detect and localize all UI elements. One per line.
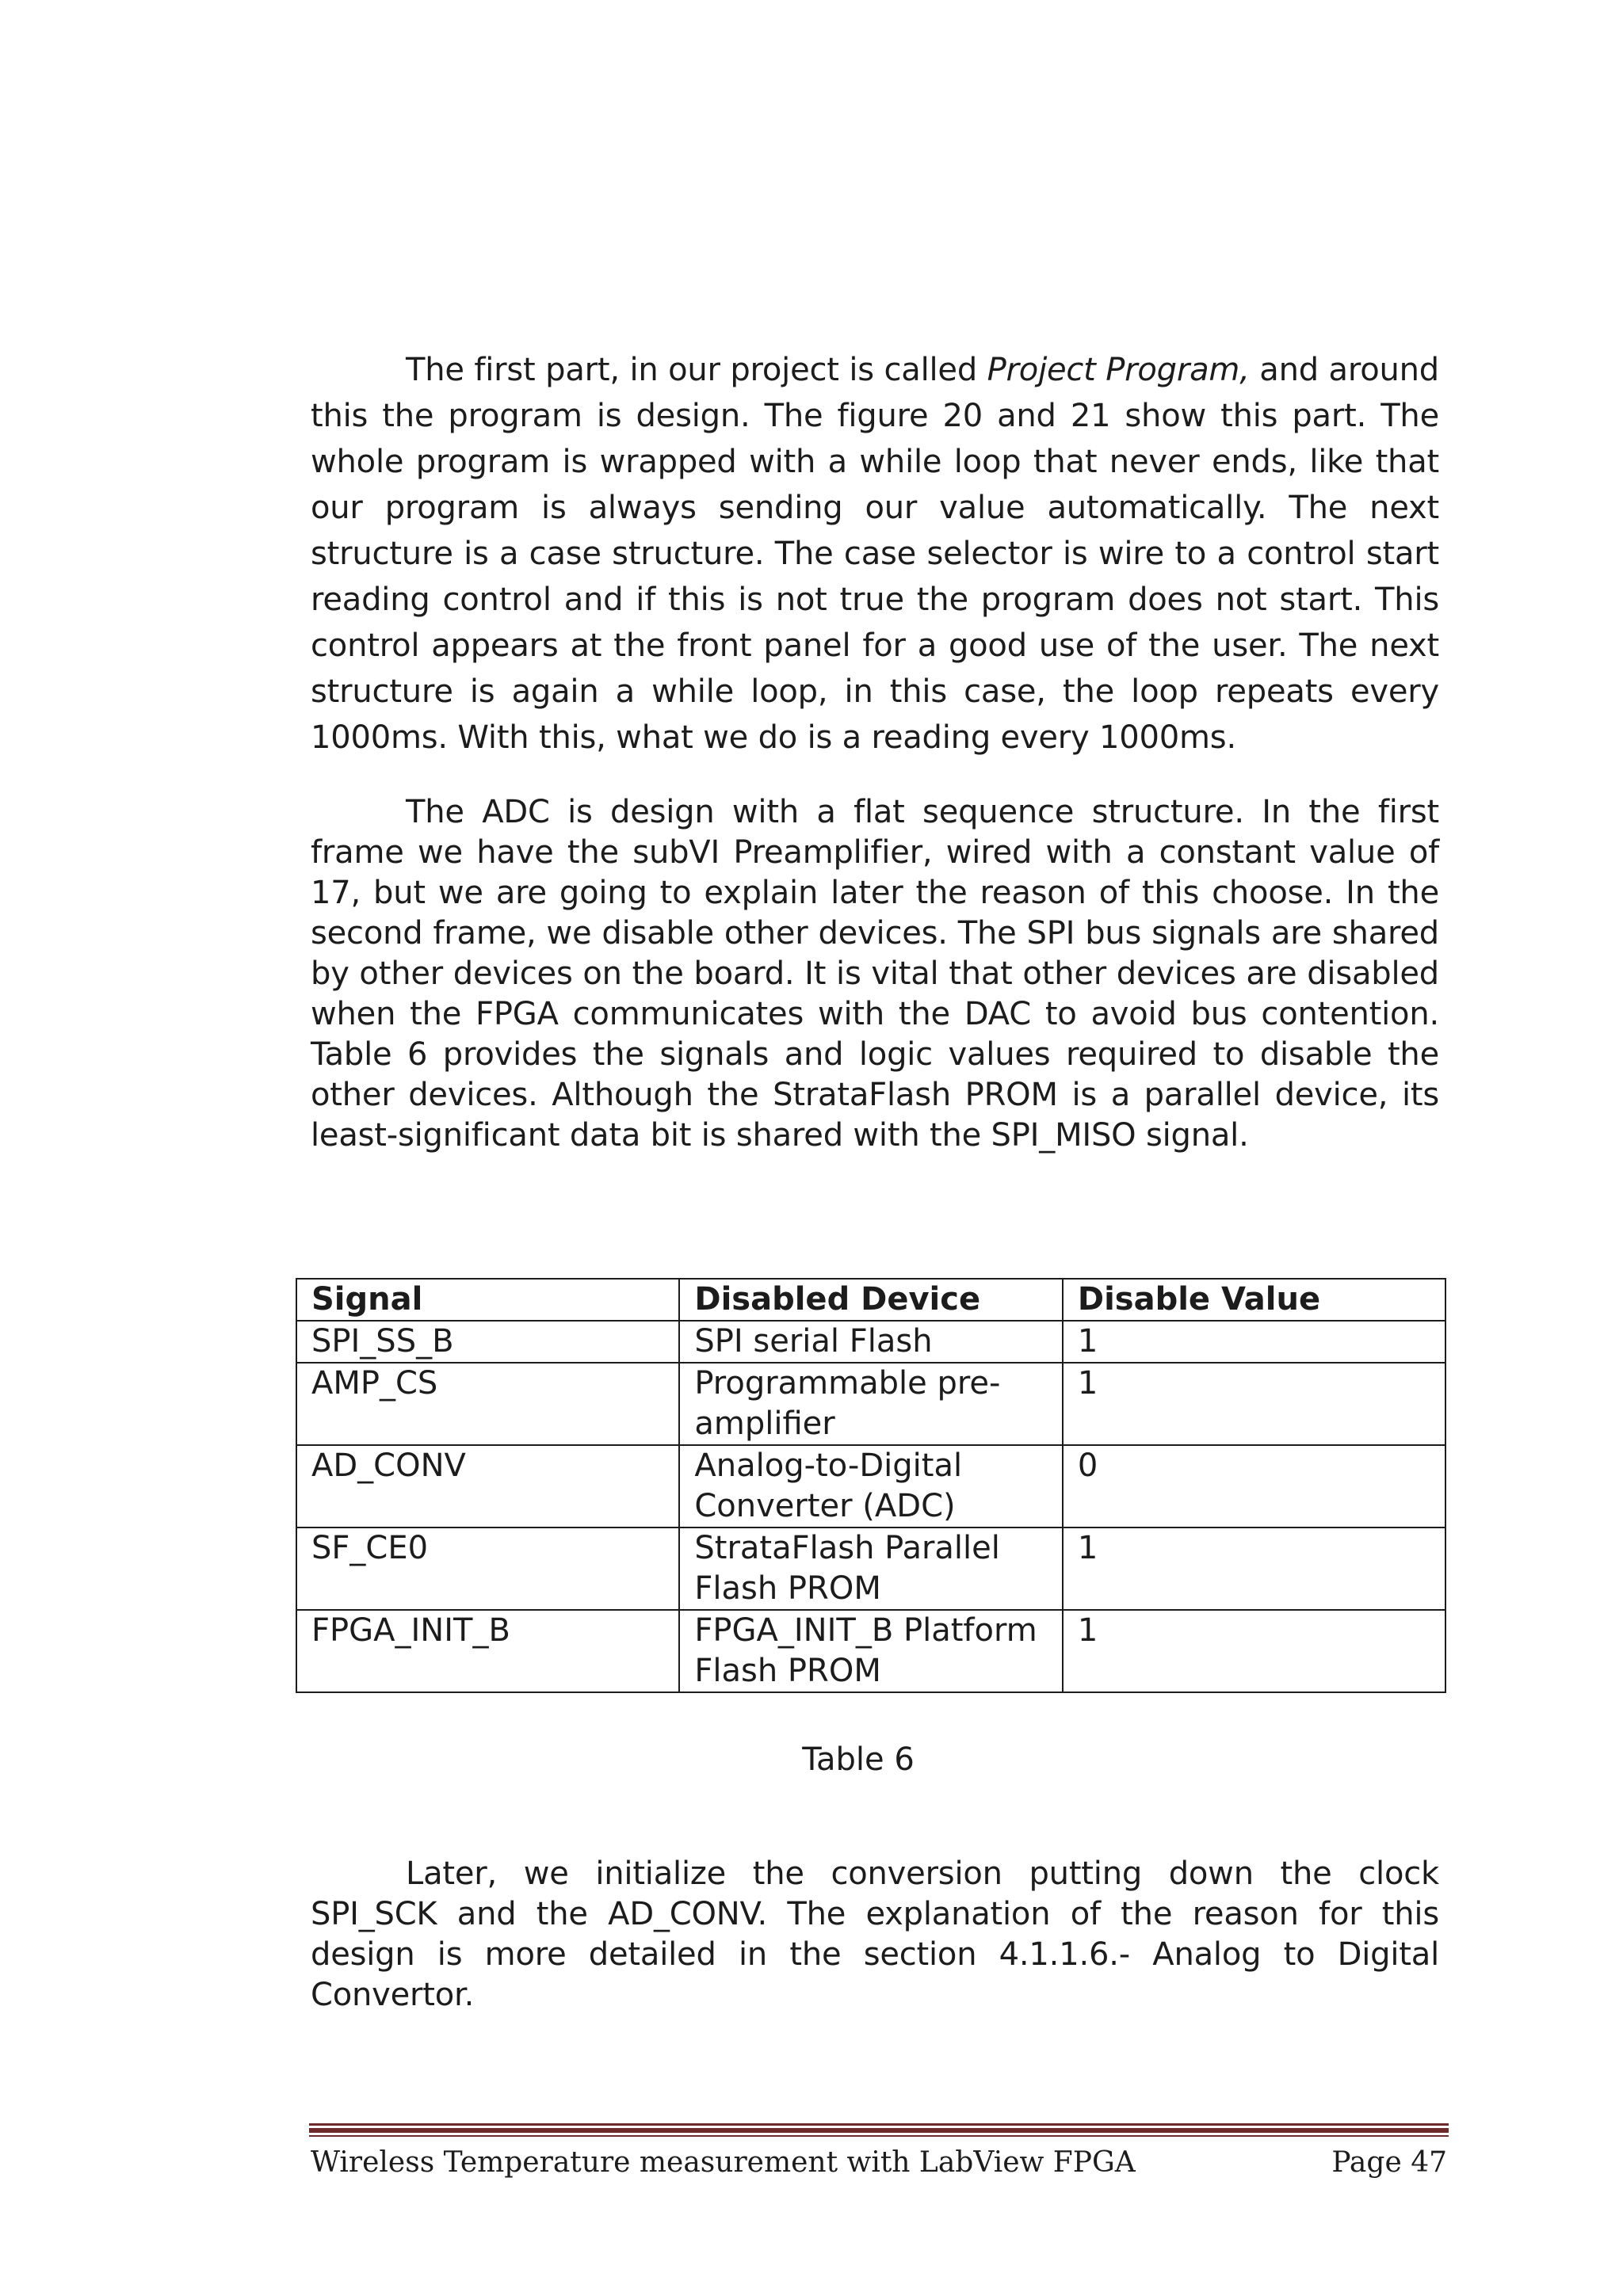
body-paragraph-2 xyxy=(311,792,1439,1156)
header-disabled-device: Disabled Device xyxy=(679,1279,1063,1321)
cell-signal: SF_CE0 xyxy=(296,1527,679,1610)
cell-signal: FPGA_INIT_B xyxy=(296,1610,679,1692)
table-header-row xyxy=(296,1279,1445,1321)
cell-disable-value: 1 xyxy=(1063,1363,1445,1445)
cell-signal: SPI_SS_B xyxy=(296,1321,679,1363)
cell-disabled-device: Analog-to-Digital Converter (ADC) xyxy=(679,1445,1063,1527)
footer-title: Wireless Temperature measurement with LabView FPGA xyxy=(311,2146,1136,2179)
table-row xyxy=(296,1527,1445,1610)
page-number: Page 47 xyxy=(1331,2146,1447,2179)
signals-table xyxy=(296,1278,1446,1693)
cell-disable-value: 1 xyxy=(1063,1321,1445,1363)
table-caption: Table 6 xyxy=(802,1741,915,1778)
paragraph-2-text: The ADC is design with a flat sequence structure. In the first frame we have the subVI Preamplifier, wired with a constant value of 17, but we are going to explain later the reason of this choose. In the second frame, we disable other devices. The SPI bus signals are shared by other devices on the board. It is vital that other devices are disabled when the FPGA communicates with the DAC to avoid bus contention. Table 6 provides the signals and logic values required to disable the other devices. Although the StrataFlash PROM is a parallel device, its least-significant data bit is shared with the SPI_MISO signal. xyxy=(311,794,1439,1154)
project-program-term: Project Program, xyxy=(987,352,1250,388)
table-row xyxy=(296,1321,1445,1363)
footer-rule xyxy=(309,2123,1449,2137)
cell-signal: AD_CONV xyxy=(296,1445,679,1527)
table-row xyxy=(296,1445,1445,1527)
page-footer xyxy=(311,2145,1447,2180)
cell-signal: AMP_CS xyxy=(296,1363,679,1445)
paragraph-3-text: Later, we initialize the conversion putting down the clock SPI_SCK and the AD_CONV. The explanation of the reason for this design is more detailed in the section 4.1.1.6.- Analog to Digital Convertor. xyxy=(311,1855,1439,2013)
cell-disabled-device: StrataFlash Parallel Flash PROM xyxy=(679,1527,1063,1610)
cell-disable-value: 1 xyxy=(1063,1610,1445,1692)
cell-disable-value: 0 xyxy=(1063,1445,1445,1527)
header-signal: Signal xyxy=(296,1279,679,1321)
table-row xyxy=(296,1363,1445,1445)
cell-disabled-device: SPI serial Flash xyxy=(679,1321,1063,1363)
cell-disabled-device: Programmable pre-amplifier xyxy=(679,1363,1063,1445)
paragraph-1-text-end: and around this the program is design. The figure 20 and 21 show this part. The whole program is wrapped with a while loop that never ends, like that our program is always sending our value automatically. The next structure is a case structure. The case selector is wire to a control start reading control and if this is not true the program does not start. This control appears at the front panel for a good use of the user. The next structure is again a while loop, in this case, the loop repeats every 1000ms. With this, what we do is a reading every 1000ms. xyxy=(311,352,1439,756)
table-row xyxy=(296,1610,1445,1692)
cell-disable-value: 1 xyxy=(1063,1527,1445,1610)
cell-disabled-device: FPGA_INIT_B Platform Flash PROM xyxy=(679,1610,1063,1692)
paragraph-1-text-start: The first part, in our project is called xyxy=(406,352,987,388)
body-paragraph-3 xyxy=(311,1854,1439,2016)
body-paragraph-1 xyxy=(311,347,1439,761)
header-disable-value: Disable Value xyxy=(1063,1279,1445,1321)
